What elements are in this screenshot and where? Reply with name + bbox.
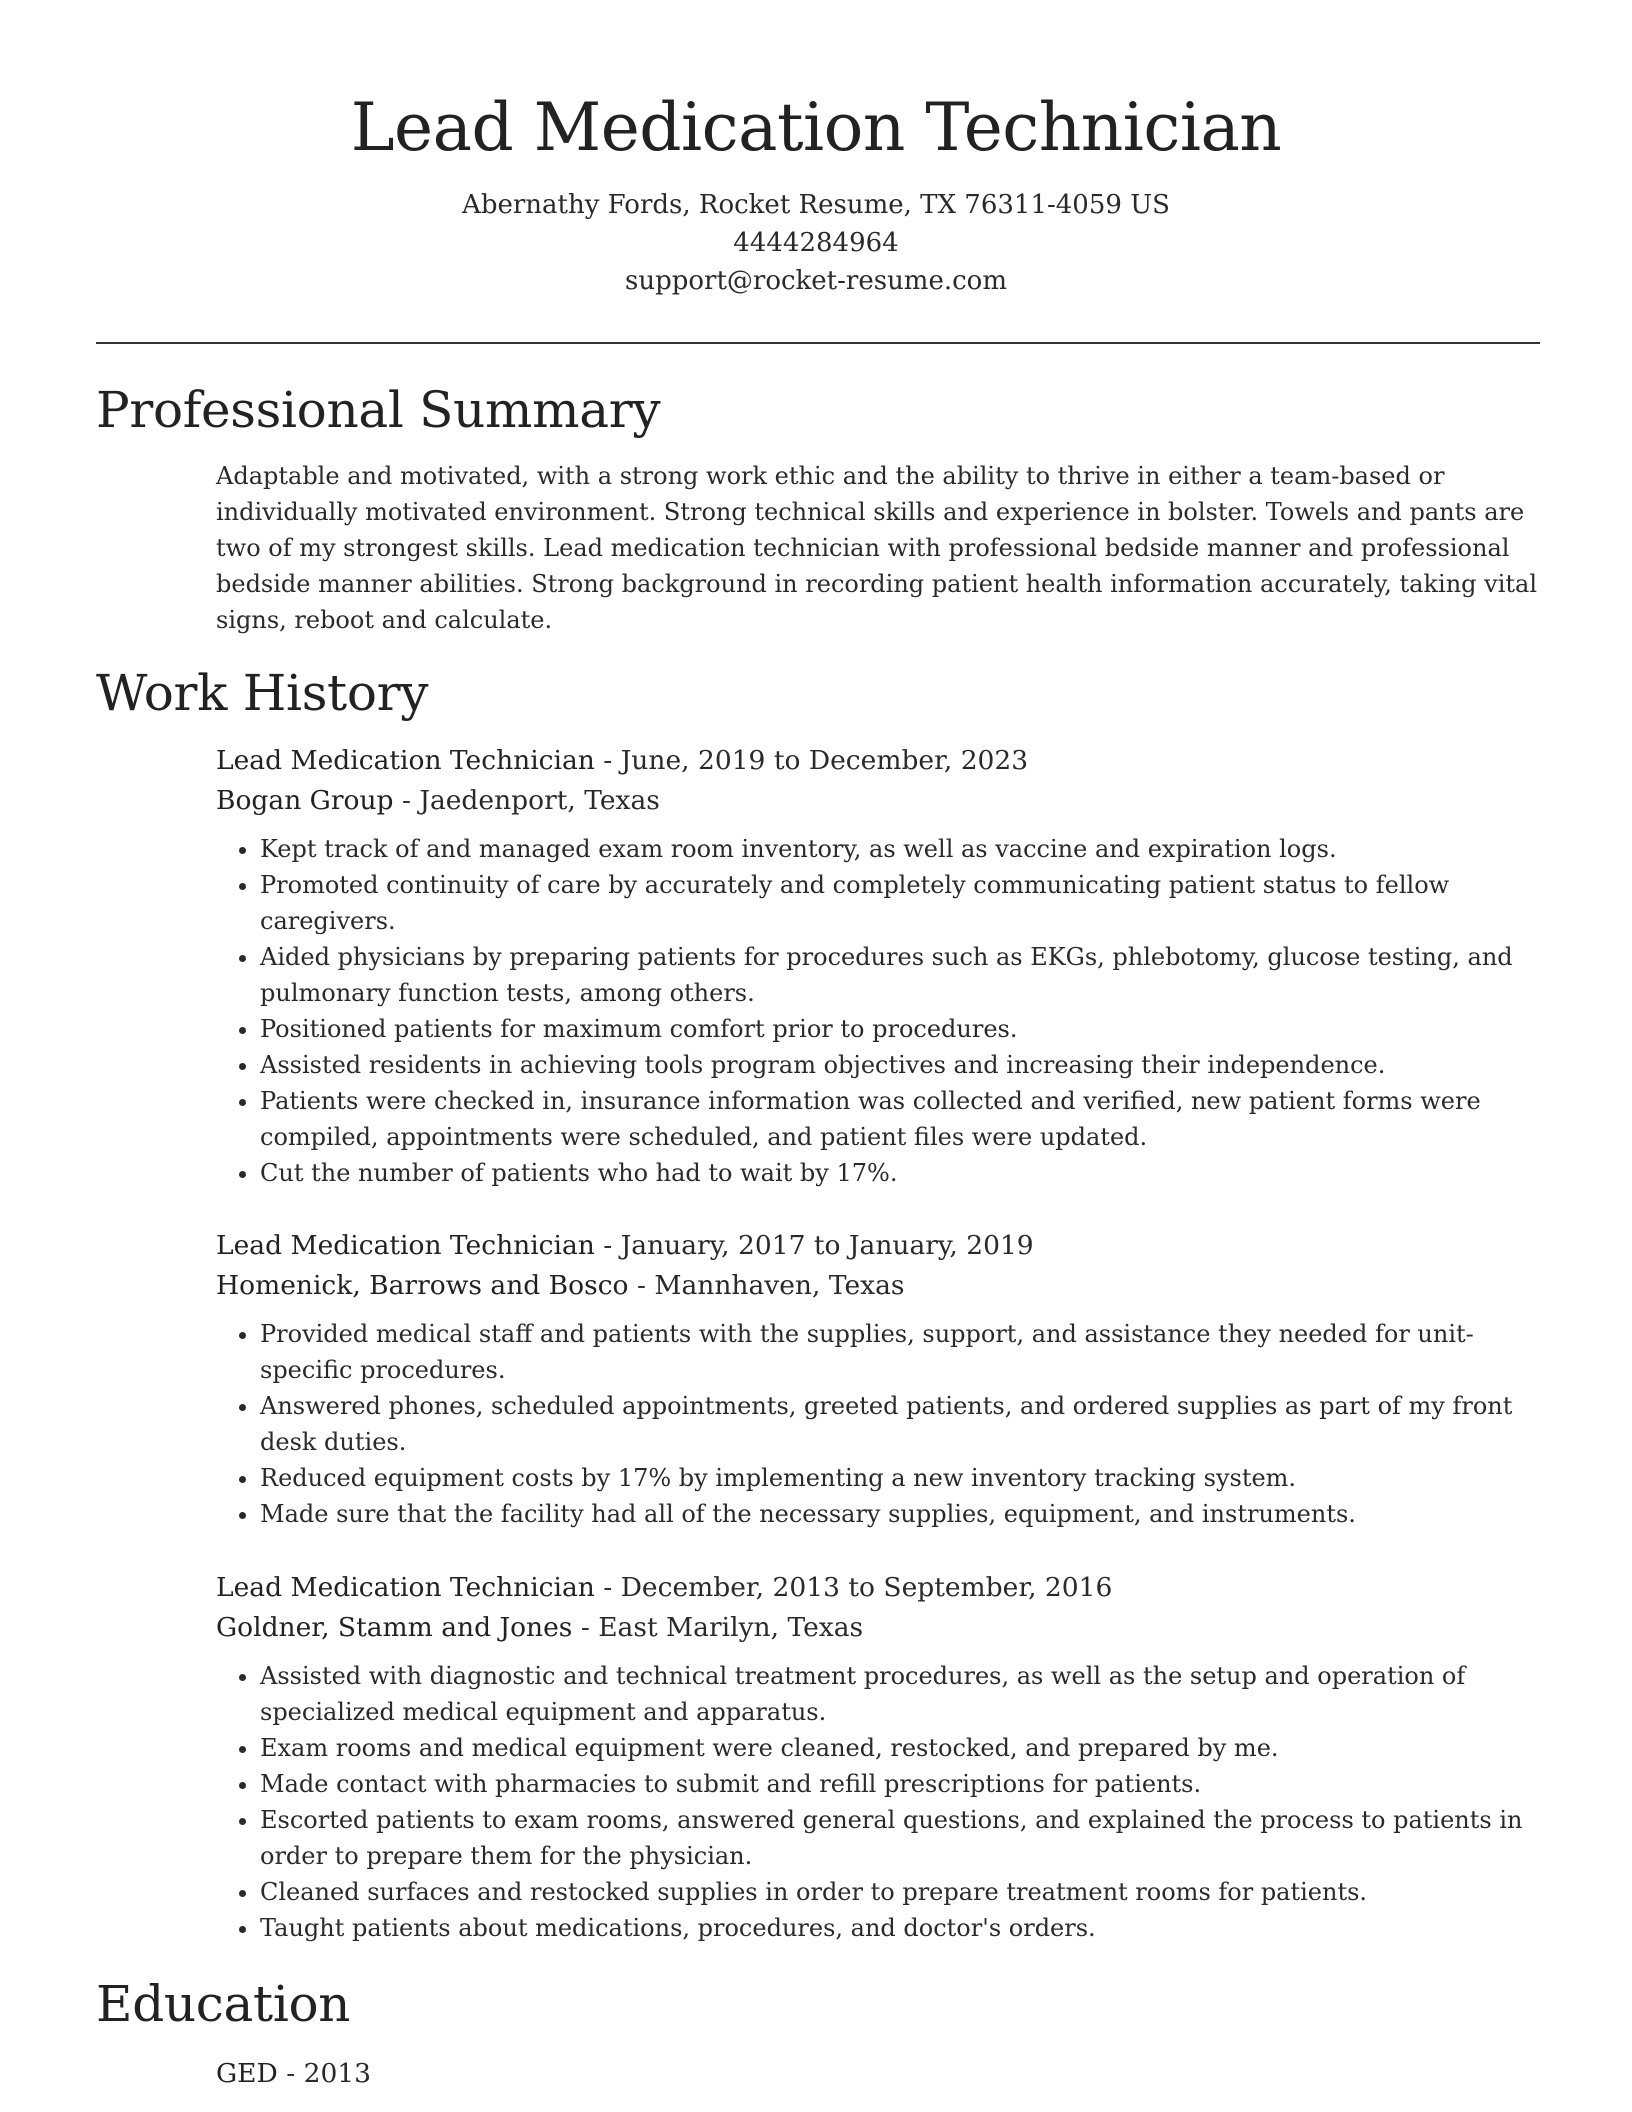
job-dates: June, 2019 to December, 2023 (620, 745, 1029, 776)
bullet-item: • Answered phones, scheduled appointments, greeted patients, and ordered supplies as part of my front desk duties. (260, 1388, 1542, 1460)
education-degree: GED (216, 2058, 278, 2089)
job-bullets (216, 1316, 1542, 1532)
bullet-item: • Positioned patients for maximum comfort prior to procedures. (260, 1011, 1542, 1047)
job-title-line (216, 1568, 1542, 1608)
job-bullets (216, 831, 1542, 1191)
bullet-item: • Exam rooms and medical equipment were cleaned, restocked, and prepared by me. (260, 1730, 1542, 1766)
summary-section (216, 458, 1542, 638)
job-bullets (216, 1658, 1542, 1946)
bullet-item: • Made contact with pharmacies to submit and refill prescriptions for patients. (260, 1766, 1542, 1802)
job-company-line (216, 1608, 1542, 1648)
job-role: Lead Medication Technician (216, 1572, 595, 1603)
address-text: Abernathy Fords, Rocket Resume, TX 76311-4059 US (462, 190, 1170, 220)
resume-header (0, 0, 1632, 300)
email-text: support@rocket-resume.com (624, 266, 1007, 296)
job-company-line (216, 781, 1542, 821)
bullet-item: • Cut the number of patients who had to wait by 17%. (260, 1155, 1542, 1191)
job-company: Bogan Group (216, 785, 394, 816)
education-heading: Education (96, 1975, 351, 2033)
job-entry (216, 1568, 1542, 1946)
summary-heading: Professional Summary (96, 381, 661, 439)
phone-text: 4444284964 (733, 228, 899, 258)
job-role: Lead Medication Technician (216, 1230, 595, 1261)
job-entry (216, 1226, 1542, 1532)
job-dates: January, 2017 to January, 2019 (620, 1230, 1034, 1261)
job-company-line (216, 1266, 1542, 1306)
education-year: 2013 (303, 2058, 372, 2089)
bullet-item: • Escorted patients to exam rooms, answered general questions, and explained the process to patients in order to prepare them for the physician. (260, 1802, 1542, 1874)
bullet-item: • Reduced equipment costs by 17% by implementing a new inventory tracking system. (260, 1460, 1542, 1496)
education-line (216, 2054, 1542, 2094)
bullet-item: • Assisted residents in achieving tools program objectives and increasing their independence. (260, 1047, 1542, 1083)
contact-info (0, 186, 1632, 300)
work-history-heading: Work History (96, 664, 429, 722)
bullet-item: • Patients were checked in, insurance information was collected and verified, new patient forms were compiled, appointments were scheduled, and patient files were updated. (260, 1083, 1542, 1155)
summary-text: Adaptable and motivated, with a strong work ethic and the ability to thrive in either a team-based or individually motivated environment. Strong technical skills and experience in bolster. Towels and pants are two of my strongest skills. Lead medication technician with professional bedside manner and professional bedside manner abilities. Strong background in recording patient health information accurately, taking vital signs, reboot and calculate. (216, 462, 1538, 634)
separator: - (393, 785, 420, 816)
bullet-item: • Taught patients about medications, procedures, and doctor's orders. (260, 1910, 1542, 1946)
bullet-item: • Promoted continuity of care by accurately and completely communicating patient status to fellow caregivers. (260, 867, 1542, 939)
separator: - (594, 1572, 621, 1603)
job-title-line (216, 741, 1542, 781)
education-entry (216, 2054, 1542, 2094)
job-location: Mannhaven, Texas (654, 1270, 905, 1301)
bullet-item: • Aided physicians by preparing patients for procedures such as EKGs, phlebotomy, glucose testing, and pulmonary function tests, among others. (260, 939, 1542, 1011)
separator: - (277, 2058, 304, 2089)
header-divider (96, 342, 1540, 344)
job-entry (216, 741, 1542, 1191)
job-company: Goldner, Stamm and Jones (216, 1612, 573, 1643)
bullet-item: • Assisted with diagnostic and technical treatment procedures, as well as the setup and operation of specialized medical equipment and apparatus. (260, 1658, 1542, 1730)
bullet-item: • Kept track of and managed exam room inventory, as well as vaccine and expiration logs. (260, 831, 1542, 867)
bullet-item: • Provided medical staff and patients with the supplies, support, and assistance they needed for unit-specific procedures. (260, 1316, 1542, 1388)
separator: - (628, 1270, 655, 1301)
job-title-line (216, 1226, 1542, 1266)
job-dates: December, 2013 to September, 2016 (620, 1572, 1113, 1603)
job-location: East Marilyn, Texas (598, 1612, 864, 1643)
separator: - (572, 1612, 599, 1643)
separator: - (594, 1230, 621, 1261)
separator: - (594, 745, 621, 776)
bullet-item: • Made sure that the facility had all of the necessary supplies, equipment, and instruments. (260, 1496, 1542, 1532)
bullet-item: • Cleaned surfaces and restocked supplies in order to prepare treatment rooms for patients. (260, 1874, 1542, 1910)
job-role: Lead Medication Technician (216, 745, 595, 776)
job-location: Jaedenport, Texas (419, 785, 660, 816)
candidate-name: Lead Medication Technician (350, 89, 1282, 166)
job-company: Homenick, Barrows and Bosco (216, 1270, 629, 1301)
